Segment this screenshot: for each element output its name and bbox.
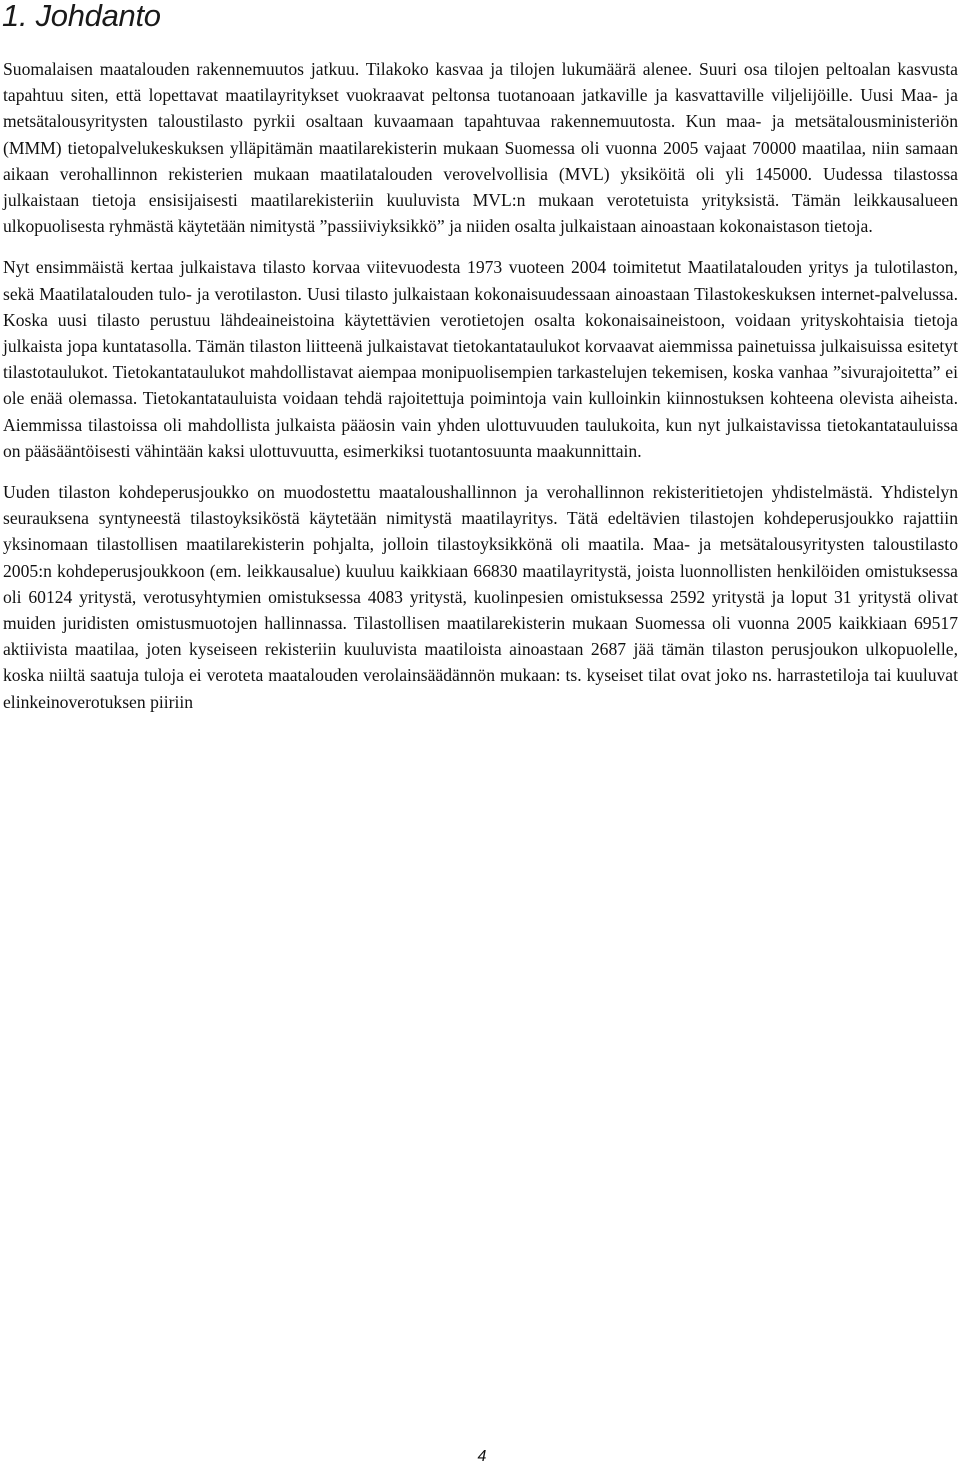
section-heading: 1. Johdanto	[2, 0, 161, 33]
paragraph-3: Uuden tilaston kohdeperusjoukko on muodostettu maataloushallinnon ja verohallinnon rekisteritietojen yhdistelmästä. Yhdistelyn seurauksena syntyneestä tilastoyksiköstä käytetään nimitystä maatilayritys. Tätä edeltävien tilastojen kohdeperusjoukko rajattiin yksinomaan tilastollisen maatilarekisterin pohjalta, jolloin tilastoyksikkönä oli maatila. Maa- ja metsätalousyritysten taloustilasto 2005:n kohdeperusjoukkoon (em. leikkausalue) kuuluu kaikkiaan 66830 maatilayritystä, joista luonnollisten henkilöiden omistuksessa oli 60124 yritystä, verotusyhtymien omistuksessa 4083 yritystä, kuolinpesien omistuksessa 2592 yritystä ja loput 31 yritystä olivat muiden juridisten omistusmuotojen hallinnassa. Tilastollisen maatilarekisterin mukaan Suomessa oli vuonna 2005 kaikkiaan 69517 aktiivista maatilaa, joten kyseiseen rekisteriin kuuluvista maatiloista ainoastaan 2687 jää tämän tilaston perusjoukon ulkopuolelle, koska niiltä saatuja tuloja ei veroteta maatalouden verolainsäädännön mukaan: ts. kyseiset tilat ovat joko ns. harrastetiloja tai kuuluvat elinkeinoverotuksen piiriin	[3, 482, 958, 712]
body-text	[3, 56, 958, 730]
page-number: 4	[477, 1448, 487, 1465]
paragraph-1: Suomalaisen maatalouden rakennemuutos jatkuu. Tilakoko kasvaa ja tilojen lukumäärä alenee. Suuri osa tilojen peltoalan kasvusta tapahtuu siten, että lopettavat maatilayritykset vuokraavat peltonsa tuotanoaan jatkaville ja kasvattaville viljelijöille. Uusi Maa- ja metsätalousyritysten taloustilasto pyrkii osaltaan kuvaamaan tapahtuvaa rakennemuutosta. Kun maa- ja metsätalousministeriön (MMM) tietopalvelukeskuksen ylläpitämän maatilarekisterin mukaan Suomessa oli vuonna 2005 vajaat 70000 maatilaa, niin samaan aikaan verohallinnon rekisterien mukaan maatilatalouden verovelvollisia (MVL) yksiköitä oli yli 145000. Uudessa tilastossa julkaistaan tietoja ensisijaisesti maatilarekisteriin kuuluvista MVL:n mukaan verotetuista yrityksistä. Tämän leikkausalueen ulkopuolisesta ryhmästä käytetään nimitystä ”passiiviyksikkö” ja niiden osalta julkaistaan ainoastaan kokonaistason tietoja.	[3, 59, 958, 237]
paragraph-2: Nyt ensimmäistä kertaa julkaistava tilasto korvaa viitevuodesta 1973 vuoteen 2004 toimitetut Maatilatalouden yritys ja tulotilaston, sekä Maatilatalouden tulo- ja verotilaston. Uusi tilasto julkaistaan kokonaisuudessaan ainoastaan Tilastokeskuksen internet-palvelussa. Koska uusi tilasto perustuu lähdeaineistoina käytettävien verotietojen osalta kokonaisaineistoon, voidaan yrityskohtaisia tietoja julkaista jopa kuntatasolla. Tämän tilaston liitteenä julkaistavat tietokantataulukot korvaavat aiemmissa painetuissa julkaisuissa esitetyt tilastotaulukot. Tietokantataulukot mahdollistavat aiempaa monipuolisempien tarkastelujen tekemisen, koska vanhaa ”sivurajoitetta” ei ole enää olemassa. Tietokantatauluista voidaan tehdä rajoitettuja poimintoja vain kulloinkin kiinnostuksen kohteena olevista aiheista. Aiemmissa tilastoissa oli mahdollista julkaista pääosin vain yhden ulottuvuuden taulukoita, kun nyt julkaistavissa tietokantatauluissa on pääsääntöisesti vähintään kaksi ulottuvuutta, esimerkiksi tuotantosuunta maakunnittain.	[3, 257, 958, 461]
